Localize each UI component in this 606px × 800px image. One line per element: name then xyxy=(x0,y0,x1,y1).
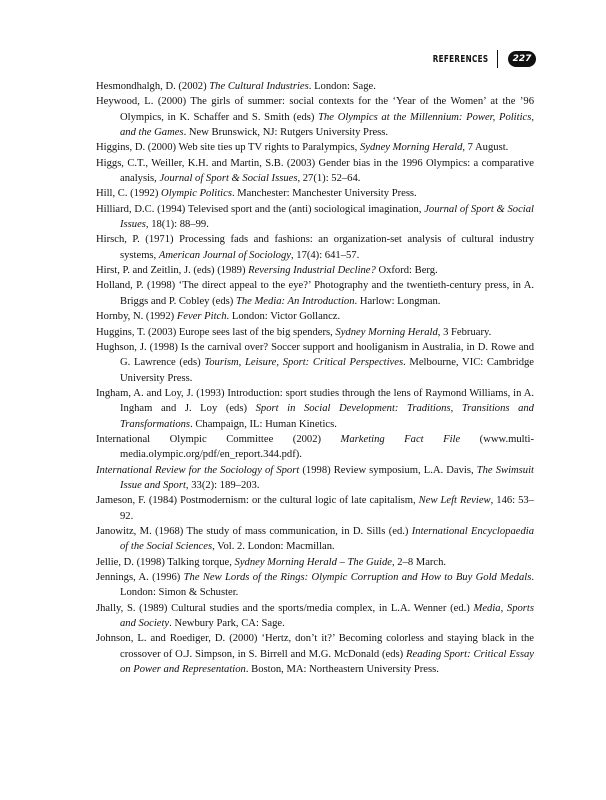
reference-entry xyxy=(96,570,534,601)
reference-title: Reading Sport: Critical Essay on Power and Representation xyxy=(120,648,534,676)
reference-title: Sydney Morning Herald xyxy=(359,142,463,154)
reference-title: The Swimsuit Issue and Sport xyxy=(120,464,534,491)
reference-text: Heywood, L. (2000) The girls of summer: social contexts for the ‘Year of the Women’ at the ’96 Olympics, in K. Schaffer and S. Smith (eds) xyxy=(96,96,534,123)
reference-entry xyxy=(96,555,534,570)
reference-text: Hilliard, D.C. (1994) Televised sport and the (anti) sociological imagination, xyxy=(96,203,425,215)
reference-entry xyxy=(96,493,534,524)
reference-title: The Olympics at the Millennium: Power, Politics, and the Games xyxy=(120,111,534,139)
reference-entry xyxy=(96,631,534,677)
reference-text: . London: Simon & Schuster. xyxy=(120,572,534,599)
reference-text: Jennings, A. (1996) xyxy=(96,572,184,583)
reference-text: Hesmondhalgh, D. (2002) xyxy=(96,81,210,92)
reference-entry xyxy=(96,94,534,140)
reference-text: Hornby, N. (1992) xyxy=(96,311,177,323)
running-head: REFERENCES xyxy=(432,53,489,65)
reference-text: . Harlow: Longman. xyxy=(354,295,441,307)
reference-text: (1998) Review symposium, L.A. Davis, xyxy=(299,464,477,476)
reference-entry xyxy=(96,232,534,263)
reference-text: . London: Victor Gollancz. xyxy=(226,311,341,323)
reference-text: Higgins, D. (2000) Web site ties up TV rights to Paralympics, xyxy=(96,142,360,154)
reference-text: , 18(1): 88–99. xyxy=(145,219,209,231)
reference-entry xyxy=(96,601,534,632)
reference-title: Reversing Industrial Decline? xyxy=(248,265,376,277)
reference-text: Johnson, L. and Roediger, D. (2000) ‘Hertz, don’t it?’ Becoming colorless and staying black in the crossover of O.J. Simpson, in S. Birrell and M.G. McDonald (eds) xyxy=(96,633,534,660)
reference-entry xyxy=(96,186,534,201)
reference-entry xyxy=(96,524,534,555)
header-divider xyxy=(497,50,499,68)
reference-title: Journal of Sport & Social Issues xyxy=(159,173,298,185)
reference-text: Jameson, F. (1984) Postmodernism: or the cultural logic of late capitalism, xyxy=(96,495,419,507)
reference-entry xyxy=(96,263,534,278)
reference-text: . Melbourne, VIC: Cambridge University Press. xyxy=(120,357,535,384)
reference-text: Hirst, P. and Zeitlin, J. (eds) (1989) xyxy=(96,265,249,277)
reference-text: , 146: 53–92. xyxy=(120,495,535,522)
reference-text: , 3 February. xyxy=(437,326,492,338)
reference-title: Fever Pitch xyxy=(176,311,227,323)
reference-text: (www.multi-media.olympic.org/pdf/en_report.344.pdf). xyxy=(120,433,535,461)
reference-title: Sport in Social Development: Traditions, Transitions and Transformations xyxy=(120,403,534,430)
reference-text: , 17(4): 641–57. xyxy=(290,249,360,261)
reference-text: . New Brunswick, NJ: Rutgers University Press. xyxy=(183,127,389,139)
reference-entry xyxy=(96,202,534,233)
reference-text: International Olympic Committee (2002) xyxy=(96,433,341,445)
reference-text: Hirsch, P. (1971) Processing fads and fashions: an organization-set analysis of cultural industry systems, xyxy=(96,234,534,261)
reference-entry xyxy=(96,278,534,309)
reference-text: . Boston, MA: Northeastern University Press. xyxy=(245,664,439,676)
reference-title: The Cultural Industries xyxy=(209,81,309,92)
reference-text: Hughson, J. (1998) Is the carnival over? Soccer support and hooliganism in Australia, in D. Rowe and G. Lawrence (eds) xyxy=(96,341,534,369)
reference-text: Hill, C. (1992) xyxy=(96,188,162,200)
reference-entry xyxy=(96,156,534,187)
reference-entry xyxy=(96,386,534,432)
reference-title: American Journal of Sociology xyxy=(158,249,291,261)
reference-text: Huggins, T. (2003) Europe sees last of the big spenders, xyxy=(96,326,336,338)
reference-title: Marketing Fact File xyxy=(340,433,461,445)
reference-text: , 7 August. xyxy=(462,142,509,154)
reference-title: New Left Review xyxy=(418,495,491,507)
reference-title: Sydney Morning Herald xyxy=(335,326,438,338)
reference-title: International Review for the Sociology of Sport xyxy=(96,464,300,476)
reference-title: Olympic Politics xyxy=(161,188,232,200)
reference-text: Ingham, A. and Loy, J. (1993) Introduction: sport studies through the lens of Raymond Williams, in A. Ingham and J. Loy (eds) xyxy=(96,387,534,415)
reference-title: The New Lords of the Rings: Olympic Corruption and How to Buy Gold Medals xyxy=(183,572,532,583)
reference-text: Jhally, S. (1989) Cultural studies and the sports/media complex, in L.A. Wenner (ed.) xyxy=(96,602,474,614)
reference-text: Holland, P. (1998) ‘The direct appeal to the eye?’ Photography and the twentieth-century press, in A. Briggs and P. Cobley (eds) xyxy=(96,280,534,307)
reference-entry xyxy=(96,325,534,340)
page-number: 227 xyxy=(508,51,536,67)
reference-text: , 2–8 March. xyxy=(391,556,447,568)
reference-entry xyxy=(96,432,534,463)
reference-text: Jellie, D. (1998) Talking torque, xyxy=(96,556,235,568)
reference-text: . Newbury Park, CA: Sage. xyxy=(169,618,285,630)
reference-text: . London: Sage. xyxy=(308,81,376,92)
reference-title: Sydney Morning Herald – The Guide xyxy=(234,556,392,568)
reference-text: , 27(1): 52–64. xyxy=(297,173,361,185)
reference-entry xyxy=(96,309,534,324)
reference-text: . Manchester: Manchester University Press. xyxy=(231,188,417,200)
reference-text: , 33(2): 189–203. xyxy=(185,479,260,491)
reference-text: Higgs, C.T., Weiller, K.H. and Martin, S.B. (2003) Gender bias in the 1996 Olympics: a comparative analysis, xyxy=(96,157,534,185)
reference-title: Tourism, Leisure, Sport: Critical Perspectives xyxy=(204,357,404,369)
reference-entry xyxy=(96,463,534,494)
reference-entry xyxy=(96,140,534,155)
reference-title: International Encyclopaedia of the Social Sciences xyxy=(120,525,534,553)
reference-text: Janowitz, M. (1968) The study of mass communication, in D. Sills (ed.) xyxy=(96,525,412,537)
reference-entry xyxy=(96,340,534,386)
page-header xyxy=(411,49,536,69)
reference-entry xyxy=(96,79,534,94)
reference-title: Journal of Sport & Social Issues xyxy=(120,203,534,231)
reference-title: The Media: An Introduction xyxy=(235,295,355,307)
reference-text: Oxford: Berg. xyxy=(375,265,438,277)
reference-text: , Vol. 2. London: Macmillan. xyxy=(212,541,335,553)
reference-list xyxy=(96,79,534,677)
reference-text: . Champaign, IL: Human Kinetics. xyxy=(190,418,337,430)
reference-title: Media, Sports and Society xyxy=(120,602,534,630)
